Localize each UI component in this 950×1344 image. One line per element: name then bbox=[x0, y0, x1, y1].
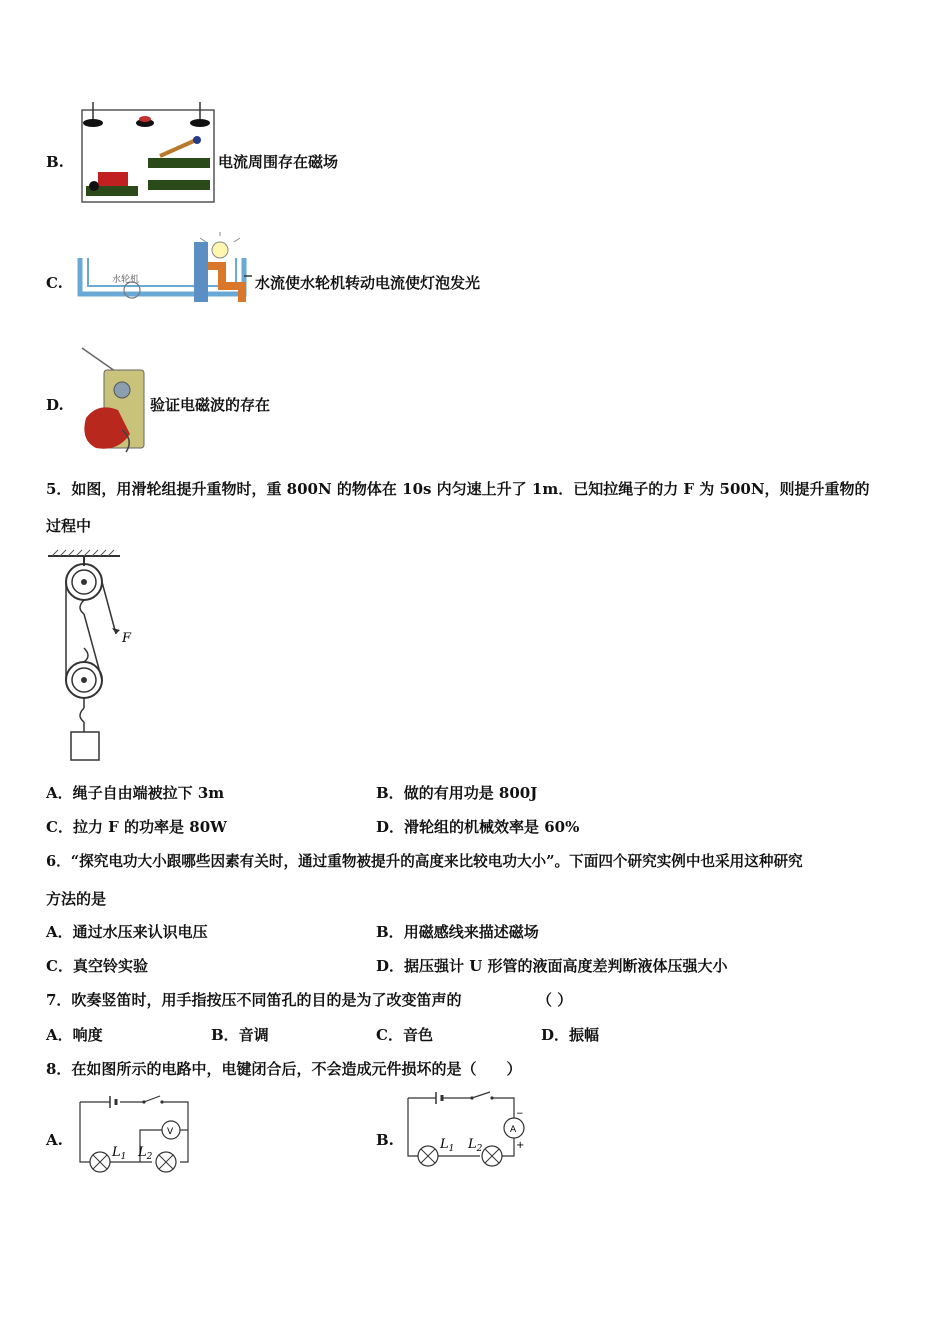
pulley-figure bbox=[44, 548, 144, 766]
option-d-text: 验证电磁波的存在 bbox=[150, 396, 271, 414]
q8-stem: 8．在如图所示的电路中，电键闭合后，不会造成元件损坏的是（ ） bbox=[46, 1060, 522, 1078]
water-wheel-caption: 水轮机 bbox=[112, 275, 140, 285]
svg-text:−: − bbox=[516, 1109, 524, 1119]
q5-stem-line2: 过程中 bbox=[46, 517, 92, 535]
q6-stem-line2: 方法的是 bbox=[46, 890, 107, 908]
svg-text:L1: $L_1$ bbox=[440, 1137, 455, 1154]
q5-option-b[interactable]: B．做的有用功是 800J bbox=[376, 784, 538, 802]
q5-option-d[interactable]: D．滑轮组的机械效率是 60% bbox=[376, 818, 580, 836]
circuit-b bbox=[406, 1090, 530, 1174]
q7-answer-paren: （ ） bbox=[537, 991, 573, 1009]
radio-figure bbox=[78, 344, 150, 456]
option-c-text: 水流使水轮机转动电流使灯泡发光 bbox=[255, 274, 481, 292]
q6-option-a[interactable]: A．通过水压来认识电压 bbox=[46, 923, 208, 941]
svg-text:L2: $L_2$ bbox=[468, 1137, 483, 1154]
q7-option-d[interactable]: D．振幅 bbox=[541, 1026, 600, 1044]
option-b-label: B. bbox=[46, 153, 64, 171]
q5-option-a[interactable]: A．绳子自由端被拉下 3m bbox=[46, 784, 225, 802]
option-b-text: 电流周围存在磁场 bbox=[218, 153, 339, 171]
q7-option-c[interactable]: C．音色 bbox=[376, 1026, 433, 1044]
q7-option-b[interactable]: B．音调 bbox=[211, 1026, 269, 1044]
q6-option-b[interactable]: B．用磁感线来描述磁场 bbox=[376, 923, 539, 941]
option-c-label: C. bbox=[46, 274, 63, 292]
q6-option-d[interactable]: D．据压强计 U 形管的液面高度差判断液体压强大小 bbox=[376, 957, 728, 975]
q5-stem-line1: 5．如图，用滑轮组提升重物时，重 800N 的物体在 10s 内匀速上升了 1m．已知拉绳子的力 F 为 500N，则提升重物的 bbox=[46, 480, 870, 498]
q5-option-c[interactable]: C．拉力 F 的功率是 80W bbox=[46, 818, 227, 836]
svg-text:A: A bbox=[510, 1125, 517, 1135]
svg-text:L1: $L_1$ bbox=[112, 1145, 127, 1162]
q6-option-c[interactable]: C．真空铃实验 bbox=[46, 957, 148, 975]
force-arrow bbox=[112, 628, 120, 634]
q8-option-a-label[interactable]: A. bbox=[46, 1131, 63, 1149]
q6-stem-line1: 6．“探究电功大小跟哪些因素有关时，通过重物被提升的高度来比较电功大小”。下面四个研究实例中也采用这种研究 bbox=[46, 853, 803, 870]
circuit-a bbox=[78, 1092, 194, 1178]
water-wheel-figure bbox=[72, 236, 257, 310]
q8-option-b-label[interactable]: B. bbox=[376, 1131, 394, 1149]
svg-text:L2: $L_2$ bbox=[138, 1145, 153, 1162]
q7-stem: 7．吹奏竖笛时，用手指按压不同笛孔的目的是为了改变笛声的 bbox=[46, 991, 462, 1009]
q7-option-a[interactable]: A．响度 bbox=[46, 1026, 103, 1044]
current-magnetism-figure bbox=[78, 100, 218, 210]
svg-text:V: V bbox=[167, 1127, 174, 1137]
force-label: F bbox=[122, 631, 132, 646]
svg-text:+: + bbox=[516, 1140, 525, 1151]
option-d-label: D. bbox=[46, 396, 64, 414]
